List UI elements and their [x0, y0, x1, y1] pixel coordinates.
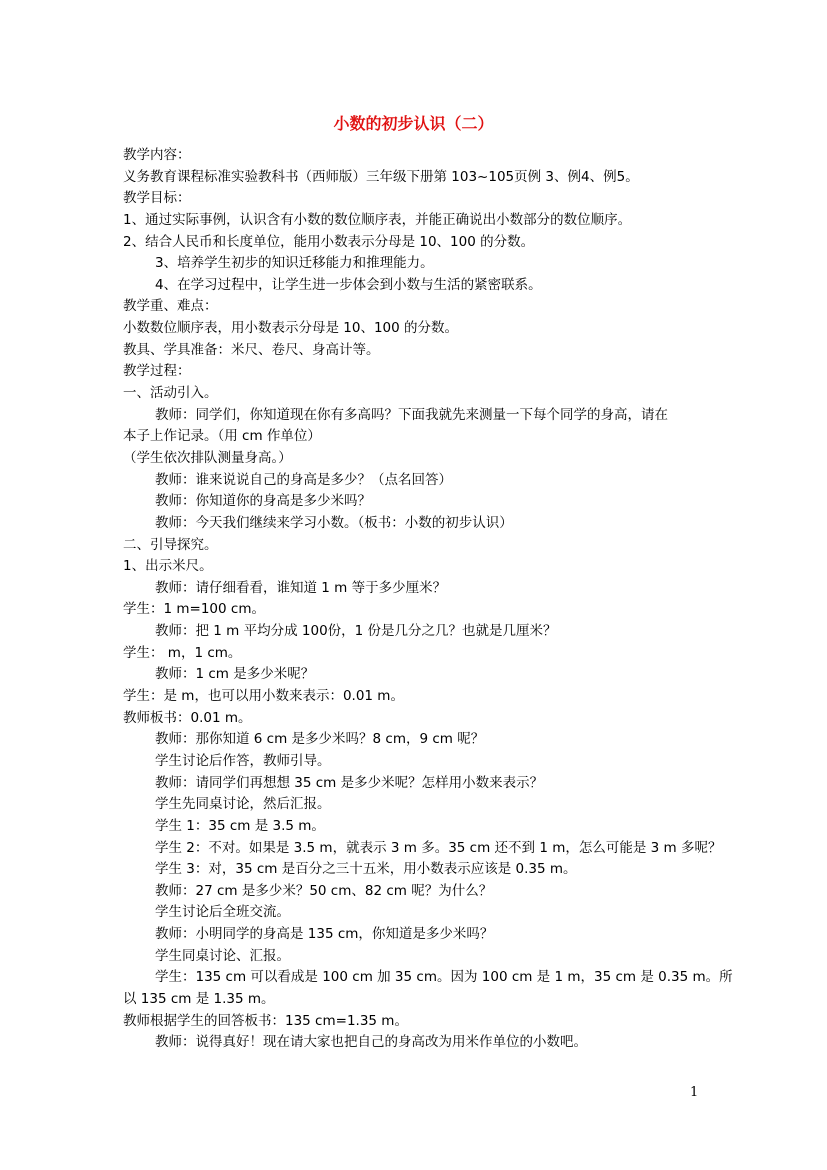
text-line: 学生 1：35 cm 是 3.5 m。 — [155, 817, 325, 834]
text-line: 教师：你知道你的身高是多少米吗？ — [155, 493, 371, 510]
text-line: 二、引导探究。 — [123, 536, 218, 553]
text-line: 本子上作记录。（用 cm 作单位） — [123, 428, 321, 445]
text-line: 教师：把 1 m 平均分成 100份，1 份是几分之几？也就是几厘米？ — [155, 623, 557, 640]
text-line: 义务教育课程标准实验教科书（西师版）三年级下册第 103~105页例 3、例4、例5。 — [123, 168, 639, 185]
text-line: 学生先同桌讨论，然后汇报。 — [155, 796, 331, 813]
text-line: 教师：同学们，你知道现在你有多高吗？下面我就先来测量一下每个同学的身高，请在 — [155, 406, 668, 423]
text-line: 学生讨论后全班交流。 — [155, 904, 290, 921]
text-line: （学生依次排队测量身高。） — [123, 449, 292, 466]
text-line: 1、通过实际事例，认识含有小数的数位顺序表，并能正确说出小数部分的数位顺序。 — [123, 211, 632, 228]
document-body — [123, 145, 733, 1054]
text-line: 教师板书：0.01 m。 — [123, 709, 252, 726]
text-line: 学生： m，1 cm。 — [123, 644, 242, 661]
text-line: 教师：那你知道 6 cm 是多少米吗？8 cm，9 cm 呢？ — [155, 731, 485, 748]
text-line: 学生 3：对，35 cm 是百分之三十五米，用小数表示应该是 0.35 m。 — [155, 861, 577, 878]
text-line: 学生讨论后作答，教师引导。 — [155, 752, 331, 769]
text-line: 教学目标： — [123, 190, 191, 207]
text-line: 以 135 cm 是 1.35 m。 — [123, 990, 275, 1007]
text-line: 教师：请仔细看看，谁知道 1 m 等于多少厘米？ — [155, 579, 447, 596]
text-line: 教师：谁来说说自己的身高是多少？（点名回答） — [155, 471, 452, 488]
text-line: 教学内容： — [123, 147, 191, 163]
text-line: 教师：今天我们继续来学习小数。（板书：小数的初步认识） — [155, 514, 513, 531]
text-line: 教师：小明同学的身高是 135 cm，你知道是多少米吗？ — [155, 926, 494, 943]
text-line: 教具、学具准备：米尺、卷尺、身高计等。 — [123, 341, 380, 358]
text-line: 小数数位顺序表，用小数表示分母是 10、100 的分数。 — [123, 320, 459, 337]
text-line: 教学重、难点： — [123, 298, 218, 315]
text-line: 学生 2：不对。如果是 3.5 m，就表示 3 m 多。35 cm 还不到 1 m，怎么可能是 3 m 多呢？ — [155, 839, 722, 856]
page-number: 1 — [690, 1085, 699, 1100]
text-line: 学生同桌讨论、汇报。 — [155, 947, 290, 964]
text-line: 教师：说得真好！现在请大家也把自己的身高改为用米作单位的小数吧。 — [155, 1034, 587, 1051]
text-line: 教师根据学生的回答板书：135 cm=1.35 m。 — [123, 1012, 408, 1029]
text-line: 教师：1 cm 是多少米呢？ — [155, 666, 315, 683]
text-line: 3、培养学生初步的知识迁移能力和推理能力。 — [155, 255, 434, 272]
text-line: 教师：请同学们再想想 35 cm 是多少米呢？怎样用小数来表示？ — [155, 774, 544, 791]
text-line: 教师：27 cm 是多少米？50 cm、82 cm 呢？为什么？ — [155, 882, 493, 899]
text-line: 2、结合人民币和长度单位，能用小数表示分母是 10、100 的分数。 — [123, 233, 535, 250]
text-line: 一、活动引入。 — [123, 385, 218, 402]
text-line: 学生：135 cm 可以看成是 100 cm 加 35 cm。因为 100 cm 是 1 m，35 cm 是 0.35 m。所 — [155, 969, 733, 986]
text-line: 1、出示米尺。 — [123, 558, 213, 575]
text-line: 4、在学习过程中，让学生进一步体会到小数与生活的紧密联系。 — [155, 276, 542, 293]
page-title: 小数的初步认识（二） — [333, 114, 494, 133]
text-line: 教学过程： — [123, 363, 191, 380]
text-line: 学生：1 m=100 cm。 — [123, 601, 265, 618]
text-line: 学生：是 m，也可以用小数来表示：0.01 m。 — [123, 688, 404, 705]
